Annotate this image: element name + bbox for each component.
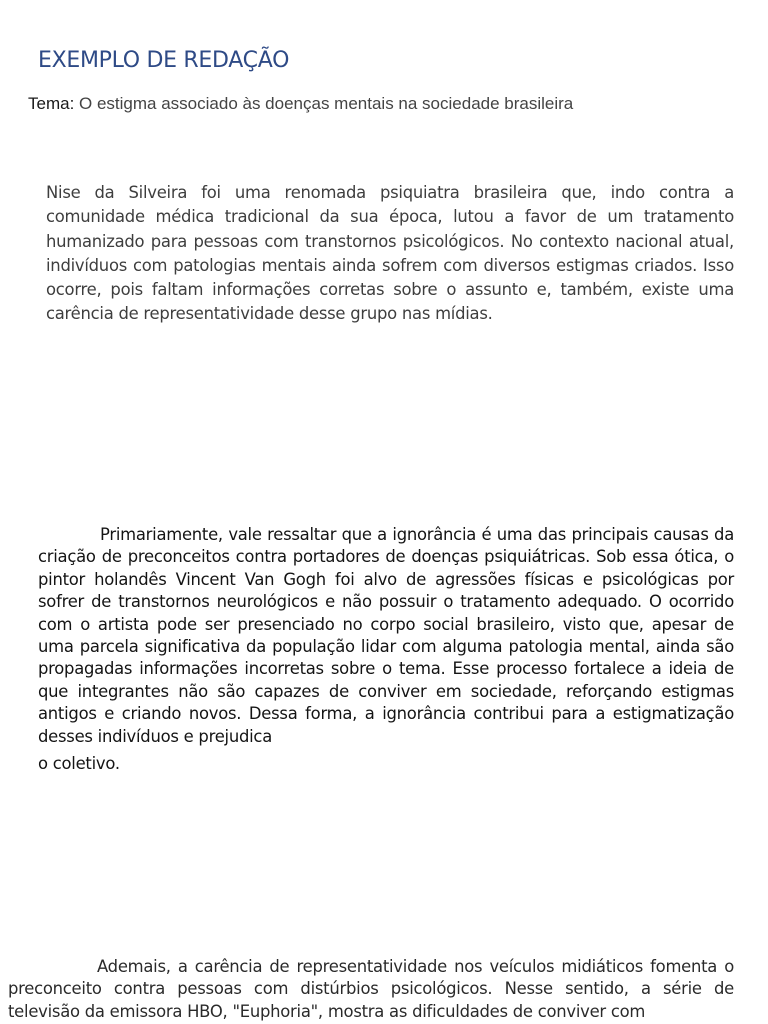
essay-theme — [28, 94, 573, 114]
theme-text: O estigma associado às doenças mentais na sociedade brasileira — [79, 94, 574, 113]
paragraph-introduction: Nise da Silveira foi uma renomada psiquiatra brasileira que, indo contra a comunidade médica tradicional da sua época, lutou a favor de um tratamento humanizado para pessoas com transtornos psicológicos. No contexto nacional atual, indivíduos com patologias mentais ainda sofrem com diversos estigmas criados. Isso ocorre, pois faltam informações corretas sobre o assunto e, também, existe uma carência de representatividade desse grupo nas mídias. — [46, 183, 734, 324]
page-title: EXEMPLO DE REDAÇÃO — [38, 48, 290, 73]
paragraph-development-1: Primariamente, vale ressaltar que a ignorância é uma das principais causas da criação de preconceitos contra portadores de doenças psiquiátricas. Sob essa ótica, o pintor holandês Vincent Van Gogh foi alvo de agressões físicas e psicológicas por sofrer de transtornos neurológicos e não possuir o tratamento adequado. O ocorrido com o artista pode ser presenciado no corpo social brasileiro, visto que, apesar de uma parcela significativa da população lidar com alguma patologia mental, ainda são propagadas informações incorretas sobre o tema. Esse processo fortalece a ideia de que integrantes não são capazes de conviver em sociedade, reforçando estigmas antigos e criando novos. Dessa forma, a ignorância contribui para a estigmatização desses indivíduos e prejudica — [38, 525, 734, 746]
theme-label: Tema: — [28, 94, 75, 113]
paragraph-development-2: Ademais, a carência de representatividade nos veículos midiáticos fomenta o preconceito contra pessoas com distúrbios psicológicos. Nesse sentido, a série de televisão da emissora HBO, "Euphoria", mostra as dificuldades de conviver com — [8, 957, 734, 1021]
paragraph-development-1-last-line: o coletivo. — [38, 754, 120, 773]
